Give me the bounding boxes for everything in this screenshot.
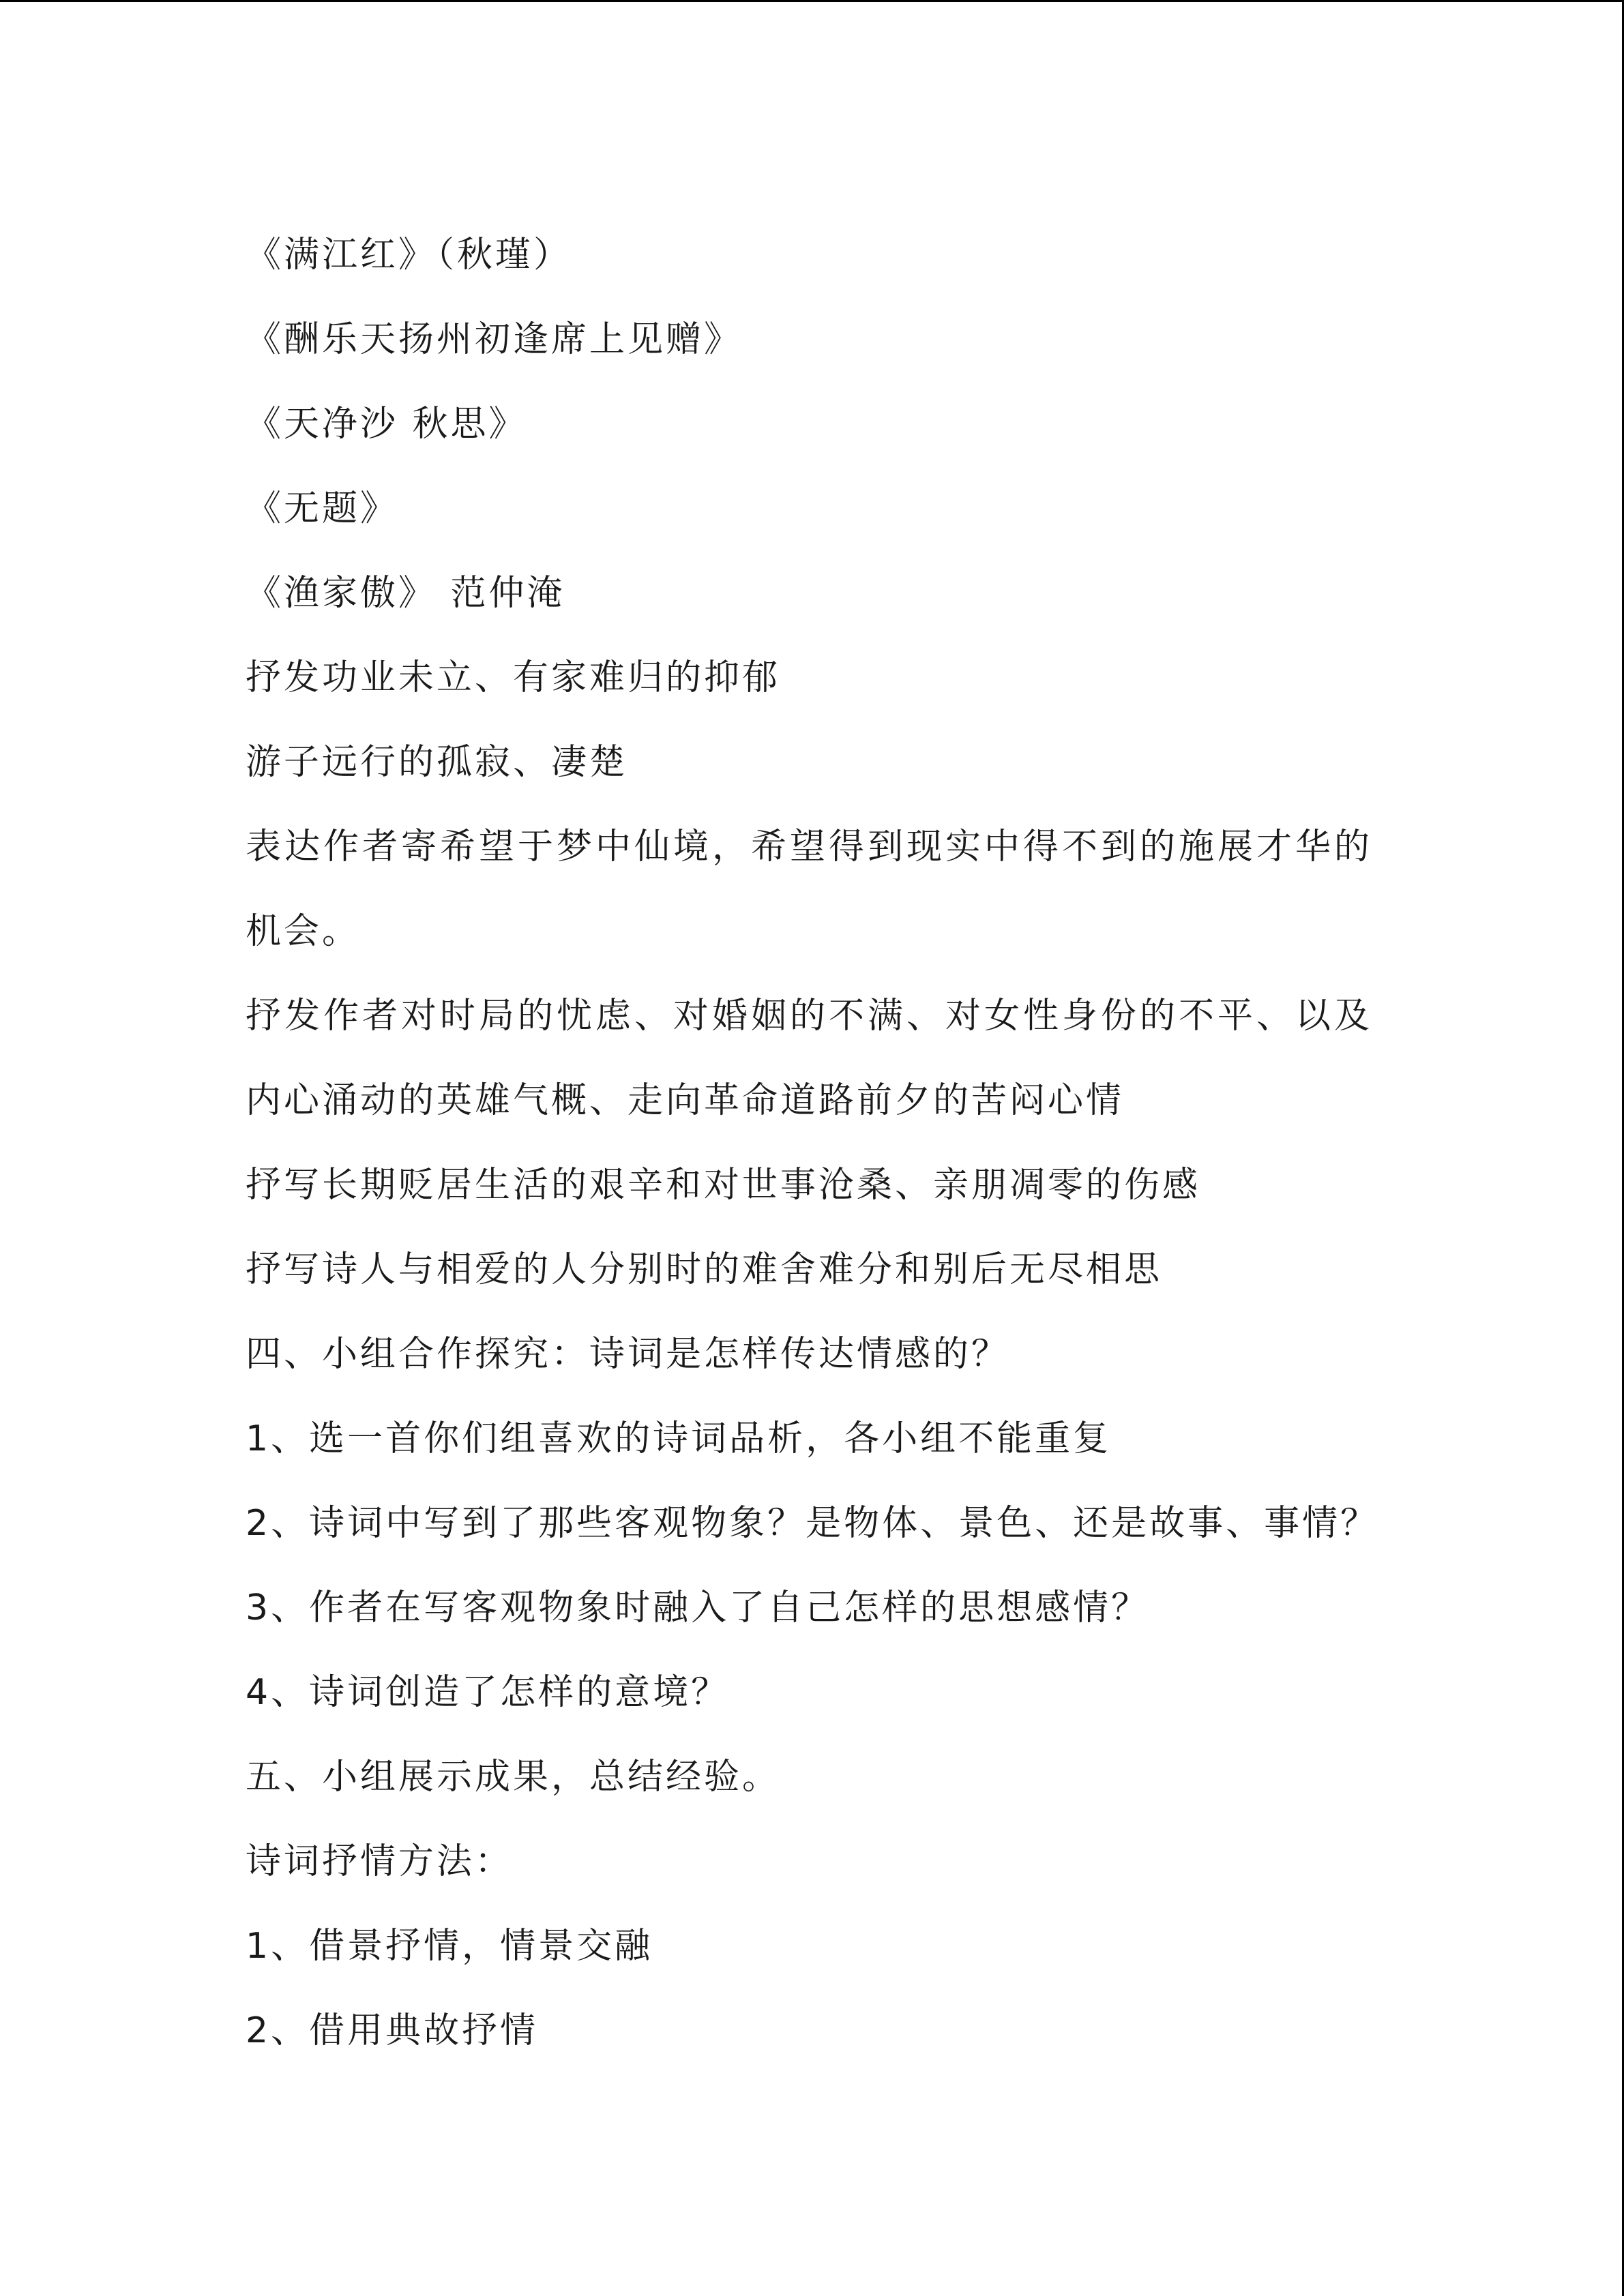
question-3: 3、作者在写客观物象时融入了自己怎样的思想感情？	[246, 1587, 1150, 1628]
method-2: 2、借用典故抒情	[246, 2010, 539, 2051]
section-heading-5: 五、小组展示成果，总结经验。	[246, 1757, 781, 1798]
poem-title-yu-jia-ao: 《渔家傲》 范仲淹	[246, 573, 565, 614]
poem-title-wu-ti: 《无题》	[246, 488, 399, 529]
emotion-line-3: 表达作者寄希望于梦中仙境，希望得到现实中得不到的施展才华的	[246, 826, 1374, 867]
poem-title-chou-le-tian: 《酬乐天扬州初逢席上见赠》	[246, 319, 743, 360]
poem-title-tian-jing-sha: 《天净沙 秋思》	[246, 404, 527, 445]
emotion-line-4-cont: 内心涌动的英雄气概、走向革命道路前夕的苦闷心情	[246, 1080, 1125, 1121]
emotion-line-1: 抒发功业未立、有家难归的抑郁	[246, 657, 781, 698]
emotion-line-6: 抒写诗人与相爱的人分别时的难舍难分和别后无尽相思	[246, 1249, 1163, 1290]
question-2: 2、诗词中写到了那些客观物象？是物体、景色、还是故事、事情？	[246, 1503, 1379, 1544]
document-body	[246, 213, 1391, 2073]
section-heading-4: 四、小组合作探究：诗词是怎样传达情感的？	[246, 1334, 1010, 1375]
emotion-line-4: 抒发作者对时局的忧虑、对婚姻的不满、对女性身份的不平、以及	[246, 996, 1374, 1037]
poem-title-man-jiang-hong: 《满江红》（秋瑾）	[246, 235, 572, 275]
method-1: 1、借景抒情，情景交融	[246, 1926, 653, 1967]
methods-heading: 诗词抒情方法：	[246, 1841, 514, 1882]
emotion-line-3-cont: 机会。	[246, 911, 361, 952]
question-1: 1、选一首你们组喜欢的诗词品析，各小组不能重复	[246, 1418, 1112, 1459]
emotion-line-5: 抒写长期贬居生活的艰辛和对世事沧桑、亲朋凋零的伤感	[246, 1165, 1201, 1206]
emotion-line-2: 游子远行的孤寂、凄楚	[246, 742, 628, 783]
question-4: 4、诗词创造了怎样的意境？	[246, 1672, 730, 1713]
